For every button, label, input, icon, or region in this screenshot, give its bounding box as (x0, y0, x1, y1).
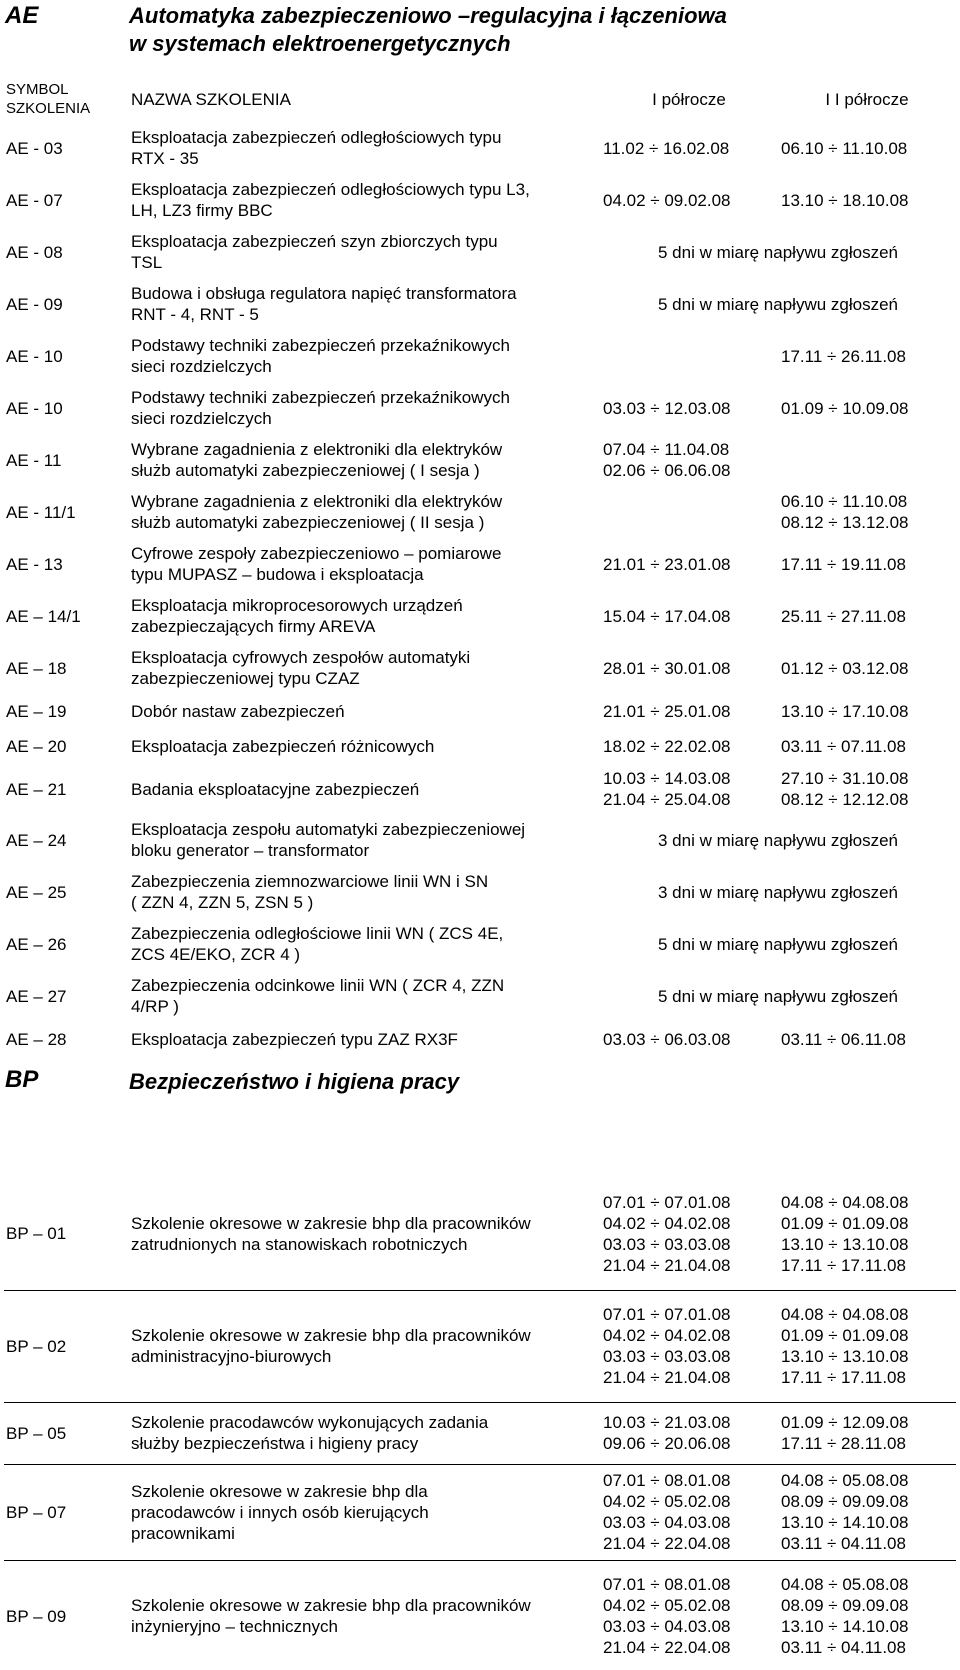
date-range: 06.10 ÷ 11.10.08 (781, 138, 908, 158)
table-row (4, 486, 956, 538)
date-range: 01.09 ÷ 01.09.08 (781, 1213, 909, 1233)
course-code: AE – 18 (6, 658, 67, 678)
course-name-line: Szkolenie okresowe w zakresie bhp dla (131, 1481, 428, 1501)
course-dates-h1 (600, 486, 778, 538)
course-dates-h1 (600, 1402, 778, 1464)
course-code: BP – 07 (4, 1464, 128, 1560)
course-dates-h2 (778, 694, 956, 728)
course-name-line: Szkolenie pracodawców wykonujących zadania (131, 1413, 489, 1432)
course-name (128, 122, 600, 174)
course-name-line: zabezpieczeniowej typu CZAZ (131, 669, 360, 688)
date-range: 21.04 ÷ 22.04.08 (603, 1638, 731, 1658)
date-range: 18.02 ÷ 22.02.08 (603, 736, 731, 756)
course-dates-h2 (778, 1178, 956, 1290)
date-range: 08.12 ÷ 13.12.08 (781, 513, 909, 532)
course-dates-note: 3 dni w miarę napływu zgłoszeń (657, 830, 898, 850)
header-h1: I półrocze (652, 89, 726, 109)
ae-title-line2: w systemach elektroenergetycznych (129, 31, 511, 56)
table-row (4, 642, 956, 694)
course-name (128, 866, 600, 918)
date-range: 03.03 ÷ 06.03.08 (603, 1029, 731, 1049)
course-name (128, 1290, 600, 1402)
course-dates-h2 (778, 538, 956, 590)
course-name (128, 538, 600, 590)
course-name-line: służb automatyki zabezpieczeniowej ( I sesja ) (131, 461, 480, 480)
date-range: 08.09 ÷ 09.09.08 (781, 1596, 909, 1616)
course-dates-h2 (778, 1022, 956, 1056)
course-code: BP – 01 (6, 1224, 67, 1244)
course-dates-h1 (600, 764, 778, 814)
course-name (128, 174, 600, 226)
course-code: AE - 08 (6, 242, 63, 262)
date-range: 01.09 ÷ 12.09.08 (781, 1413, 909, 1432)
course-dates-h2 (778, 1464, 956, 1560)
course-name (128, 1022, 600, 1056)
course-name (128, 764, 600, 814)
course-name-line: służb automatyki zabezpieczeniowej ( II sesja ) (131, 513, 485, 532)
date-range: 17.11 ÷ 28.11.08 (781, 1434, 906, 1453)
course-name-line: TSL (131, 253, 163, 272)
date-range: 13.10 ÷ 14.10.08 (781, 1617, 909, 1637)
date-range: 03.11 ÷ 04.11.08 (781, 1534, 906, 1553)
course-name-line: Eksploatacja zespołu automatyki zabezpieczeniowej (131, 820, 526, 839)
table-row (4, 278, 956, 330)
table-row (4, 814, 956, 866)
course-name (128, 330, 600, 382)
date-range: 25.11 ÷ 27.11.08 (781, 606, 906, 626)
course-name-line: RNT - 4, RNT - 5 (131, 305, 259, 324)
course-dates-h2 (778, 1402, 956, 1464)
table-row (4, 764, 956, 814)
course-name-line: Szkolenie okresowe w zakresie bhp dla pracowników (131, 1596, 531, 1616)
date-range: 03.03 ÷ 12.03.08 (603, 398, 731, 418)
course-name-line: Eksploatacja zabezpieczeń różnicowych (131, 736, 435, 756)
course-dates-note: 5 dni w miarę napływu zgłoszeń (657, 242, 898, 262)
course-dates-h1 (600, 1022, 778, 1056)
ae-section-header (0, 2, 960, 62)
course-name-line: administracyjno-biurowych (131, 1347, 332, 1366)
date-range: 27.10 ÷ 31.10.08 (781, 769, 909, 788)
course-name-line: Szkolenie okresowe w zakresie bhp dla pracowników (131, 1326, 531, 1345)
table-row (4, 382, 956, 434)
course-dates-h2 (778, 728, 956, 764)
course-name-line: RTX - 35 (131, 149, 199, 168)
course-code: AE - 10 (6, 346, 63, 366)
course-name-line: Wybrane zagadnienia z elektroniki dla elektryków (131, 492, 503, 511)
table-row (4, 1022, 956, 1056)
date-range: 21.04 ÷ 25.04.08 (603, 790, 731, 809)
course-name (128, 382, 600, 434)
date-range: 01.12 ÷ 03.12.08 (781, 658, 909, 678)
course-name-line: Eksploatacja zabezpieczeń szyn zbiorczych typu (131, 232, 498, 251)
course-name-line: typu MUPASZ – budowa i eksploatacja (131, 565, 424, 584)
course-code: AE – 19 (6, 701, 67, 721)
date-range: 17.11 ÷ 17.11.08 (781, 1255, 906, 1275)
course-code: AE - 10 (6, 398, 63, 418)
course-dates-h1 (600, 1560, 778, 1670)
table-row (4, 590, 956, 642)
course-name-line: Podstawy techniki zabezpieczeń przekaźnikowych (131, 336, 510, 355)
date-range: 15.04 ÷ 17.04.08 (603, 606, 731, 626)
bp-course-table (4, 1178, 956, 1670)
course-code: AE – 26 (6, 934, 67, 954)
date-range: 04.02 ÷ 04.02.08 (603, 1326, 731, 1345)
table-row (4, 434, 956, 486)
course-code: AE – 20 (6, 736, 67, 756)
course-code: BP – 05 (4, 1402, 128, 1464)
course-name-line: Szkolenie okresowe w zakresie bhp dla pracowników (131, 1213, 531, 1233)
bp-section-header (0, 1066, 960, 1126)
date-range: 03.03 ÷ 04.03.08 (603, 1513, 731, 1532)
course-name (128, 918, 600, 970)
course-dates-h2 (778, 382, 956, 434)
date-range: 03.11 ÷ 07.11.08 (781, 736, 906, 756)
table-row (4, 728, 956, 764)
course-dates-h2 (778, 764, 956, 814)
date-range: 07.01 ÷ 07.01.08 (603, 1192, 731, 1212)
course-name-line: zabezpieczających firmy AREVA (131, 617, 376, 636)
date-range: 28.01 ÷ 30.01.08 (603, 658, 731, 678)
header-h2: I I półrocze (825, 89, 909, 109)
course-name (128, 278, 600, 330)
course-name-line: LH, LZ3 firmy BBC (131, 201, 273, 220)
table-row (4, 330, 956, 382)
course-dates-h1 (600, 728, 778, 764)
course-name-line: Zabezpieczenia odcinkowe linii WN ( ZCR 4, ZZN (131, 976, 505, 995)
header-name: NAZWA SZKOLENIA (131, 89, 291, 109)
table-row (4, 970, 956, 1022)
table-row (4, 866, 956, 918)
date-range: 02.06 ÷ 06.06.08 (603, 461, 731, 480)
table-row (4, 694, 956, 728)
course-dates-h1 (600, 1178, 778, 1290)
course-dates-h2 (778, 590, 956, 642)
course-name-line: 4/RP ) (131, 997, 179, 1016)
date-range: 03.03 ÷ 03.03.08 (603, 1347, 731, 1366)
course-name (128, 1560, 600, 1670)
course-name-line: Badania eksploatacyjne zabezpieczeń (131, 779, 420, 799)
date-range: 04.02 ÷ 05.02.08 (603, 1596, 731, 1616)
date-range: 17.11 ÷ 26.11.08 (781, 346, 906, 366)
course-name-line: sieci rozdzielczych (131, 357, 272, 376)
course-name-line: ( ZZN 4, ZZN 5, ZSN 5 ) (131, 893, 314, 912)
course-code: BP – 09 (4, 1560, 128, 1670)
date-range: 04.02 ÷ 09.02.08 (603, 190, 731, 210)
table-row (4, 1402, 956, 1464)
course-dates-h2 (778, 174, 956, 226)
date-range: 04.08 ÷ 04.08.08 (781, 1192, 909, 1212)
course-name (128, 434, 600, 486)
date-range: 13.10 ÷ 18.10.08 (781, 190, 909, 210)
date-range: 07.04 ÷ 11.04.08 (603, 440, 730, 459)
course-name-line: sieci rozdzielczych (131, 409, 272, 428)
date-range: 07.01 ÷ 08.01.08 (603, 1471, 731, 1490)
date-range: 04.02 ÷ 05.02.08 (603, 1492, 731, 1511)
course-code: AE – 27 (6, 986, 67, 1006)
date-range: 04.08 ÷ 05.08.08 (781, 1575, 909, 1595)
course-dates-note: 5 dni w miarę napływu zgłoszeń (657, 986, 898, 1006)
course-dates-h1 (600, 538, 778, 590)
date-range: 17.11 ÷ 17.11.08 (781, 1368, 906, 1387)
course-name (128, 486, 600, 538)
course-name (128, 1464, 600, 1560)
date-range: 13.10 ÷ 13.10.08 (781, 1234, 909, 1254)
table-row (4, 1290, 956, 1402)
course-name-line: Eksploatacja zabezpieczeń odległościowych typu L3, (131, 180, 530, 199)
course-name (128, 590, 600, 642)
course-dates-h1 (600, 434, 778, 486)
course-code: BP – 02 (4, 1290, 128, 1402)
date-range: 13.10 ÷ 13.10.08 (781, 1347, 909, 1366)
course-name-line: bloku generator – transformator (131, 841, 370, 860)
date-range: 03.03 ÷ 03.03.08 (603, 1234, 731, 1254)
date-range: 21.01 ÷ 25.01.08 (603, 701, 731, 721)
course-dates-h2 (778, 330, 956, 382)
table-header-row (4, 76, 956, 122)
course-dates-note: 5 dni w miarę napływu zgłoszeń (657, 934, 898, 954)
course-dates-h1 (600, 122, 778, 174)
course-code: AE – 14/1 (6, 606, 81, 626)
course-name (128, 814, 600, 866)
header-symbol-line1: SYMBOL (6, 81, 69, 98)
table-row (4, 1178, 956, 1290)
course-name-line: zatrudnionych na stanowiskach robotniczych (131, 1234, 468, 1254)
date-range: 04.08 ÷ 04.08.08 (781, 1305, 909, 1324)
course-name (128, 970, 600, 1022)
course-dates-h1 (600, 382, 778, 434)
date-range: 04.02 ÷ 04.02.08 (603, 1213, 731, 1233)
header-symbol (4, 76, 128, 122)
date-range: 03.03 ÷ 04.03.08 (603, 1617, 731, 1637)
date-range: 13.10 ÷ 17.10.08 (781, 701, 909, 721)
table-row (4, 174, 956, 226)
course-code: AE - 09 (6, 294, 63, 314)
date-range: 01.09 ÷ 10.09.08 (781, 398, 909, 418)
course-code: AE - 03 (6, 138, 63, 158)
date-range: 08.09 ÷ 09.09.08 (781, 1492, 909, 1511)
table-row (4, 1560, 956, 1670)
course-name-line: Wybrane zagadnienia z elektroniki dla elektryków (131, 440, 503, 459)
date-range: 06.10 ÷ 11.10.08 (781, 492, 908, 511)
bp-section-code: BP (5, 1066, 39, 1093)
course-name (128, 1402, 600, 1464)
date-range: 09.06 ÷ 20.06.08 (603, 1434, 731, 1453)
course-name-line: Zabezpieczenia odległościowe linii WN ( ZCS 4E, (131, 924, 504, 943)
ae-section-title (129, 2, 727, 58)
date-range: 03.11 ÷ 04.11.08 (781, 1638, 906, 1658)
table-row (4, 538, 956, 590)
course-name-line: Dobór nastaw zabezpieczeń (131, 701, 345, 721)
course-name (128, 642, 600, 694)
course-code: AE - 11 (6, 450, 62, 470)
course-name-line: Eksploatacja cyfrowych zespołów automatyki (131, 648, 471, 667)
header-symbol-line2: SZKOLENIA (6, 100, 91, 117)
date-range: 08.12 ÷ 12.12.08 (781, 790, 909, 809)
date-range: 03.11 ÷ 06.11.08 (781, 1029, 906, 1049)
course-name (128, 226, 600, 278)
date-range: 07.01 ÷ 07.01.08 (603, 1305, 731, 1324)
course-name-line: Budowa i obsługa regulatora napięć transformatora (131, 284, 517, 303)
course-dates-h2 (778, 1560, 956, 1670)
course-code: AE – 28 (6, 1029, 67, 1049)
date-range: 10.03 ÷ 21.03.08 (603, 1413, 731, 1432)
course-code: AE - 13 (6, 554, 63, 574)
table-row (4, 918, 956, 970)
course-code: AE - 11/1 (6, 502, 76, 522)
date-range: 04.08 ÷ 05.08.08 (781, 1471, 909, 1490)
course-name-line: Eksploatacja zabezpieczeń odległościowych typu (131, 128, 502, 147)
course-dates-note: 5 dni w miarę napływu zgłoszeń (657, 294, 898, 314)
course-name-line: pracodawców i innych osób kierujących (131, 1502, 429, 1522)
date-range: 13.10 ÷ 14.10.08 (781, 1513, 909, 1532)
course-dates-h1 (600, 590, 778, 642)
course-dates-note: 3 dni w miarę napływu zgłoszeń (657, 882, 898, 902)
date-range: 07.01 ÷ 08.01.08 (603, 1575, 731, 1595)
course-dates-h1 (600, 1290, 778, 1402)
course-name (128, 694, 600, 728)
course-name-line: służby bezpieczeństwa i higieny pracy (131, 1434, 419, 1453)
course-name-line: Eksploatacja zabezpieczeń typu ZAZ RX3F (131, 1029, 458, 1049)
course-name-line: pracownikami (131, 1523, 235, 1543)
course-name (128, 1178, 600, 1290)
date-range: 10.03 ÷ 14.03.08 (603, 769, 731, 788)
course-dates-h2 (778, 1290, 956, 1402)
date-range: 21.04 ÷ 22.04.08 (603, 1534, 731, 1553)
course-name (128, 728, 600, 764)
course-name-line: Podstawy techniki zabezpieczeń przekaźnikowych (131, 388, 510, 407)
date-range: 21.04 ÷ 21.04.08 (603, 1368, 731, 1387)
course-name-line: Eksploatacja mikroprocesorowych urządzeń (131, 596, 463, 615)
course-code: AE – 21 (6, 779, 67, 799)
course-dates-h2 (778, 486, 956, 538)
course-dates-h2 (778, 122, 956, 174)
course-code: AE – 25 (6, 882, 67, 902)
course-name-line: ZCS 4E/EKO, ZCR 4 ) (131, 945, 301, 964)
course-code: AE - 07 (6, 190, 63, 210)
ae-course-table (4, 76, 956, 1056)
course-dates-h1 (600, 1464, 778, 1560)
date-range: 21.04 ÷ 21.04.08 (603, 1255, 731, 1275)
course-name-line: Cyfrowe zespoły zabezpieczeniowo – pomiarowe (131, 544, 502, 563)
date-range: 01.09 ÷ 01.09.08 (781, 1326, 909, 1345)
course-dates-h1 (600, 174, 778, 226)
course-dates-h1 (600, 330, 778, 382)
table-row (4, 226, 956, 278)
ae-title-line1: Automatyka zabezpieczeniowo –regulacyjna i łączeniowa (129, 3, 727, 28)
table-row (4, 122, 956, 174)
bp-section-title: Bezpieczeństwo i higiena pracy (129, 1069, 460, 1094)
date-range: 11.02 ÷ 16.02.08 (603, 138, 730, 158)
course-dates-h1 (600, 694, 778, 728)
course-dates-h2 (778, 642, 956, 694)
course-name-line: inżynieryjno – technicznych (131, 1617, 338, 1637)
course-name-line: Zabezpieczenia ziemnozwarciowe linii WN i SN (131, 872, 489, 891)
course-dates-h1 (600, 642, 778, 694)
ae-section-code: AE (5, 2, 39, 29)
table-row (4, 1464, 956, 1560)
date-range: 21.01 ÷ 23.01.08 (603, 554, 731, 574)
course-dates-h2 (778, 434, 956, 486)
course-code: AE – 24 (6, 830, 67, 850)
date-range: 17.11 ÷ 19.11.08 (781, 554, 906, 574)
